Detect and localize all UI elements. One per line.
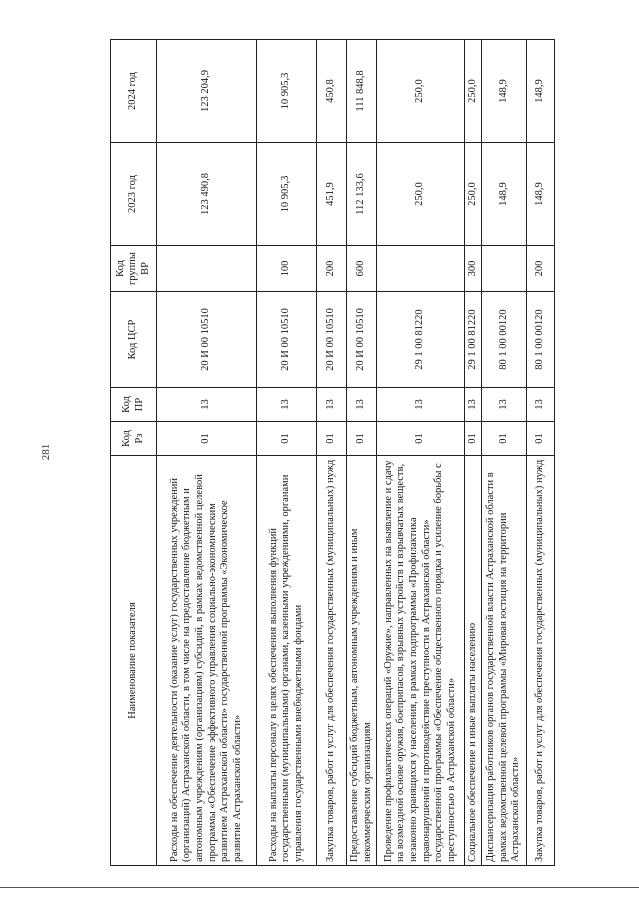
row-rz: 01 (377, 422, 465, 456)
row-2024: 123 204,9 (157, 40, 257, 143)
row-rz: 01 (465, 422, 482, 456)
header-vr: Код группы ВР (111, 246, 157, 292)
row-2024: 250,0 (465, 40, 482, 143)
row-rz: 01 (347, 422, 377, 456)
table-row (377, 40, 465, 866)
row-rz: 01 (257, 422, 317, 456)
table-row (157, 40, 257, 866)
row-2023: 148,9 (482, 143, 527, 246)
row-rz: 01 (317, 422, 347, 456)
row-csr: 20 И 00 10510 (157, 292, 257, 388)
row-2024: 148,9 (482, 40, 527, 143)
row-csr: 20 И 00 10510 (257, 292, 317, 388)
header-pr: Код ПР (111, 388, 157, 422)
row-name: Социальное обеспечение и иные выплаты населению (465, 456, 482, 866)
row-name: Расходы на выплаты персоналу в целях обеспечения выполнения функций государственными (муниципальными) органами, казенными учреждениями, органами управления государственными внебюджетными фондами (257, 456, 317, 866)
header-2024: 2024 год (111, 40, 157, 143)
row-2024: 250,0 (377, 40, 465, 143)
row-vr (377, 246, 465, 292)
budget-table-container (110, 40, 554, 866)
row-2023: 123 490,8 (157, 143, 257, 246)
row-2023: 112 133,6 (347, 143, 377, 246)
page-number: 281 (40, 443, 52, 461)
row-2024: 10 905,3 (257, 40, 317, 143)
row-vr (157, 246, 257, 292)
row-pr: 13 (257, 388, 317, 422)
row-2023: 451,9 (317, 143, 347, 246)
row-name: Закупка товаров, работ и услуг для обеспечения государственных (муниципальных) нужд (317, 456, 347, 866)
bottom-rule (0, 887, 639, 888)
row-rz: 01 (157, 422, 257, 456)
row-pr: 13 (527, 388, 555, 422)
row-csr: 20 И 00 10510 (317, 292, 347, 388)
table-header-row (111, 40, 157, 866)
header-name: Наименование показателя (111, 456, 157, 866)
row-name: Расходы на обеспечение деятельности (оказание услуг) государственных учреждений (организаций) Астраханской области, в том числе на предоставление бюджетным и автономным учреждениям (организациям) субсидий, в рамках ведомственной целевой программы «Обеспечение эффективного управления социально-экономическим развитием Астраханской области» государственной программы «Экономическое развитие Астраханской области» (157, 456, 257, 866)
row-rz: 01 (482, 422, 527, 456)
row-pr: 13 (377, 388, 465, 422)
row-pr: 13 (317, 388, 347, 422)
row-2023: 250,0 (377, 143, 465, 246)
table-row (527, 40, 555, 866)
row-2024: 148,9 (527, 40, 555, 143)
row-2024: 450,8 (317, 40, 347, 143)
row-name: Проведение профилактических операций «Оружие», направленных на выявление и сдачу на возмездной основе оружия, боеприпасов, взрывных устройств и взрывчатых веществ, незаконно хранящихся у населения, в рамках подпрограммы «Профилактика правонарушений и противодействие преступности в Астраханской области» государственной программы «Обеспечение общественного порядка и усиление борьбы с преступностью в Астраханской области» (377, 456, 465, 866)
row-vr: 600 (347, 246, 377, 292)
budget-table (110, 39, 555, 866)
header-rz: Код Рз (111, 422, 157, 456)
row-pr: 13 (157, 388, 257, 422)
row-csr: 20 И 00 10510 (347, 292, 377, 388)
row-vr: 300 (465, 246, 482, 292)
row-2023: 148,9 (527, 143, 555, 246)
row-csr: 80 1 00 00120 (482, 292, 527, 388)
row-csr: 29 1 00 81220 (465, 292, 482, 388)
header-csr: Код ЦСР (111, 292, 157, 388)
row-2023: 250,0 (465, 143, 482, 246)
row-name: Предоставление субсидий бюджетным, автономным учреждениям и иным некоммерческим организациям (347, 456, 377, 866)
table-row (465, 40, 482, 866)
row-2023: 10 905,3 (257, 143, 317, 246)
table-row (482, 40, 527, 866)
row-pr: 13 (465, 388, 482, 422)
row-csr: 29 1 00 81220 (377, 292, 465, 388)
row-2024: 111 848,8 (347, 40, 377, 143)
row-vr: 200 (527, 246, 555, 292)
header-2023: 2023 год (111, 143, 157, 246)
row-name: Закупка товаров, работ и услуг для обеспечения государственных (муниципальных) нужд (527, 456, 555, 866)
table-row (317, 40, 347, 866)
row-rz: 01 (527, 422, 555, 456)
row-vr: 100 (257, 246, 317, 292)
row-vr (482, 246, 527, 292)
row-csr: 80 1 00 00120 (527, 292, 555, 388)
row-pr: 13 (482, 388, 527, 422)
row-pr: 13 (347, 388, 377, 422)
table-row (347, 40, 377, 866)
row-name: Диспансеризация работников органов государственной власти Астраханской области в рамках ведомственной целевой программы «Мировая юстиция на территории Астраханской области» (482, 456, 527, 866)
row-vr: 200 (317, 246, 347, 292)
table-row (257, 40, 317, 866)
